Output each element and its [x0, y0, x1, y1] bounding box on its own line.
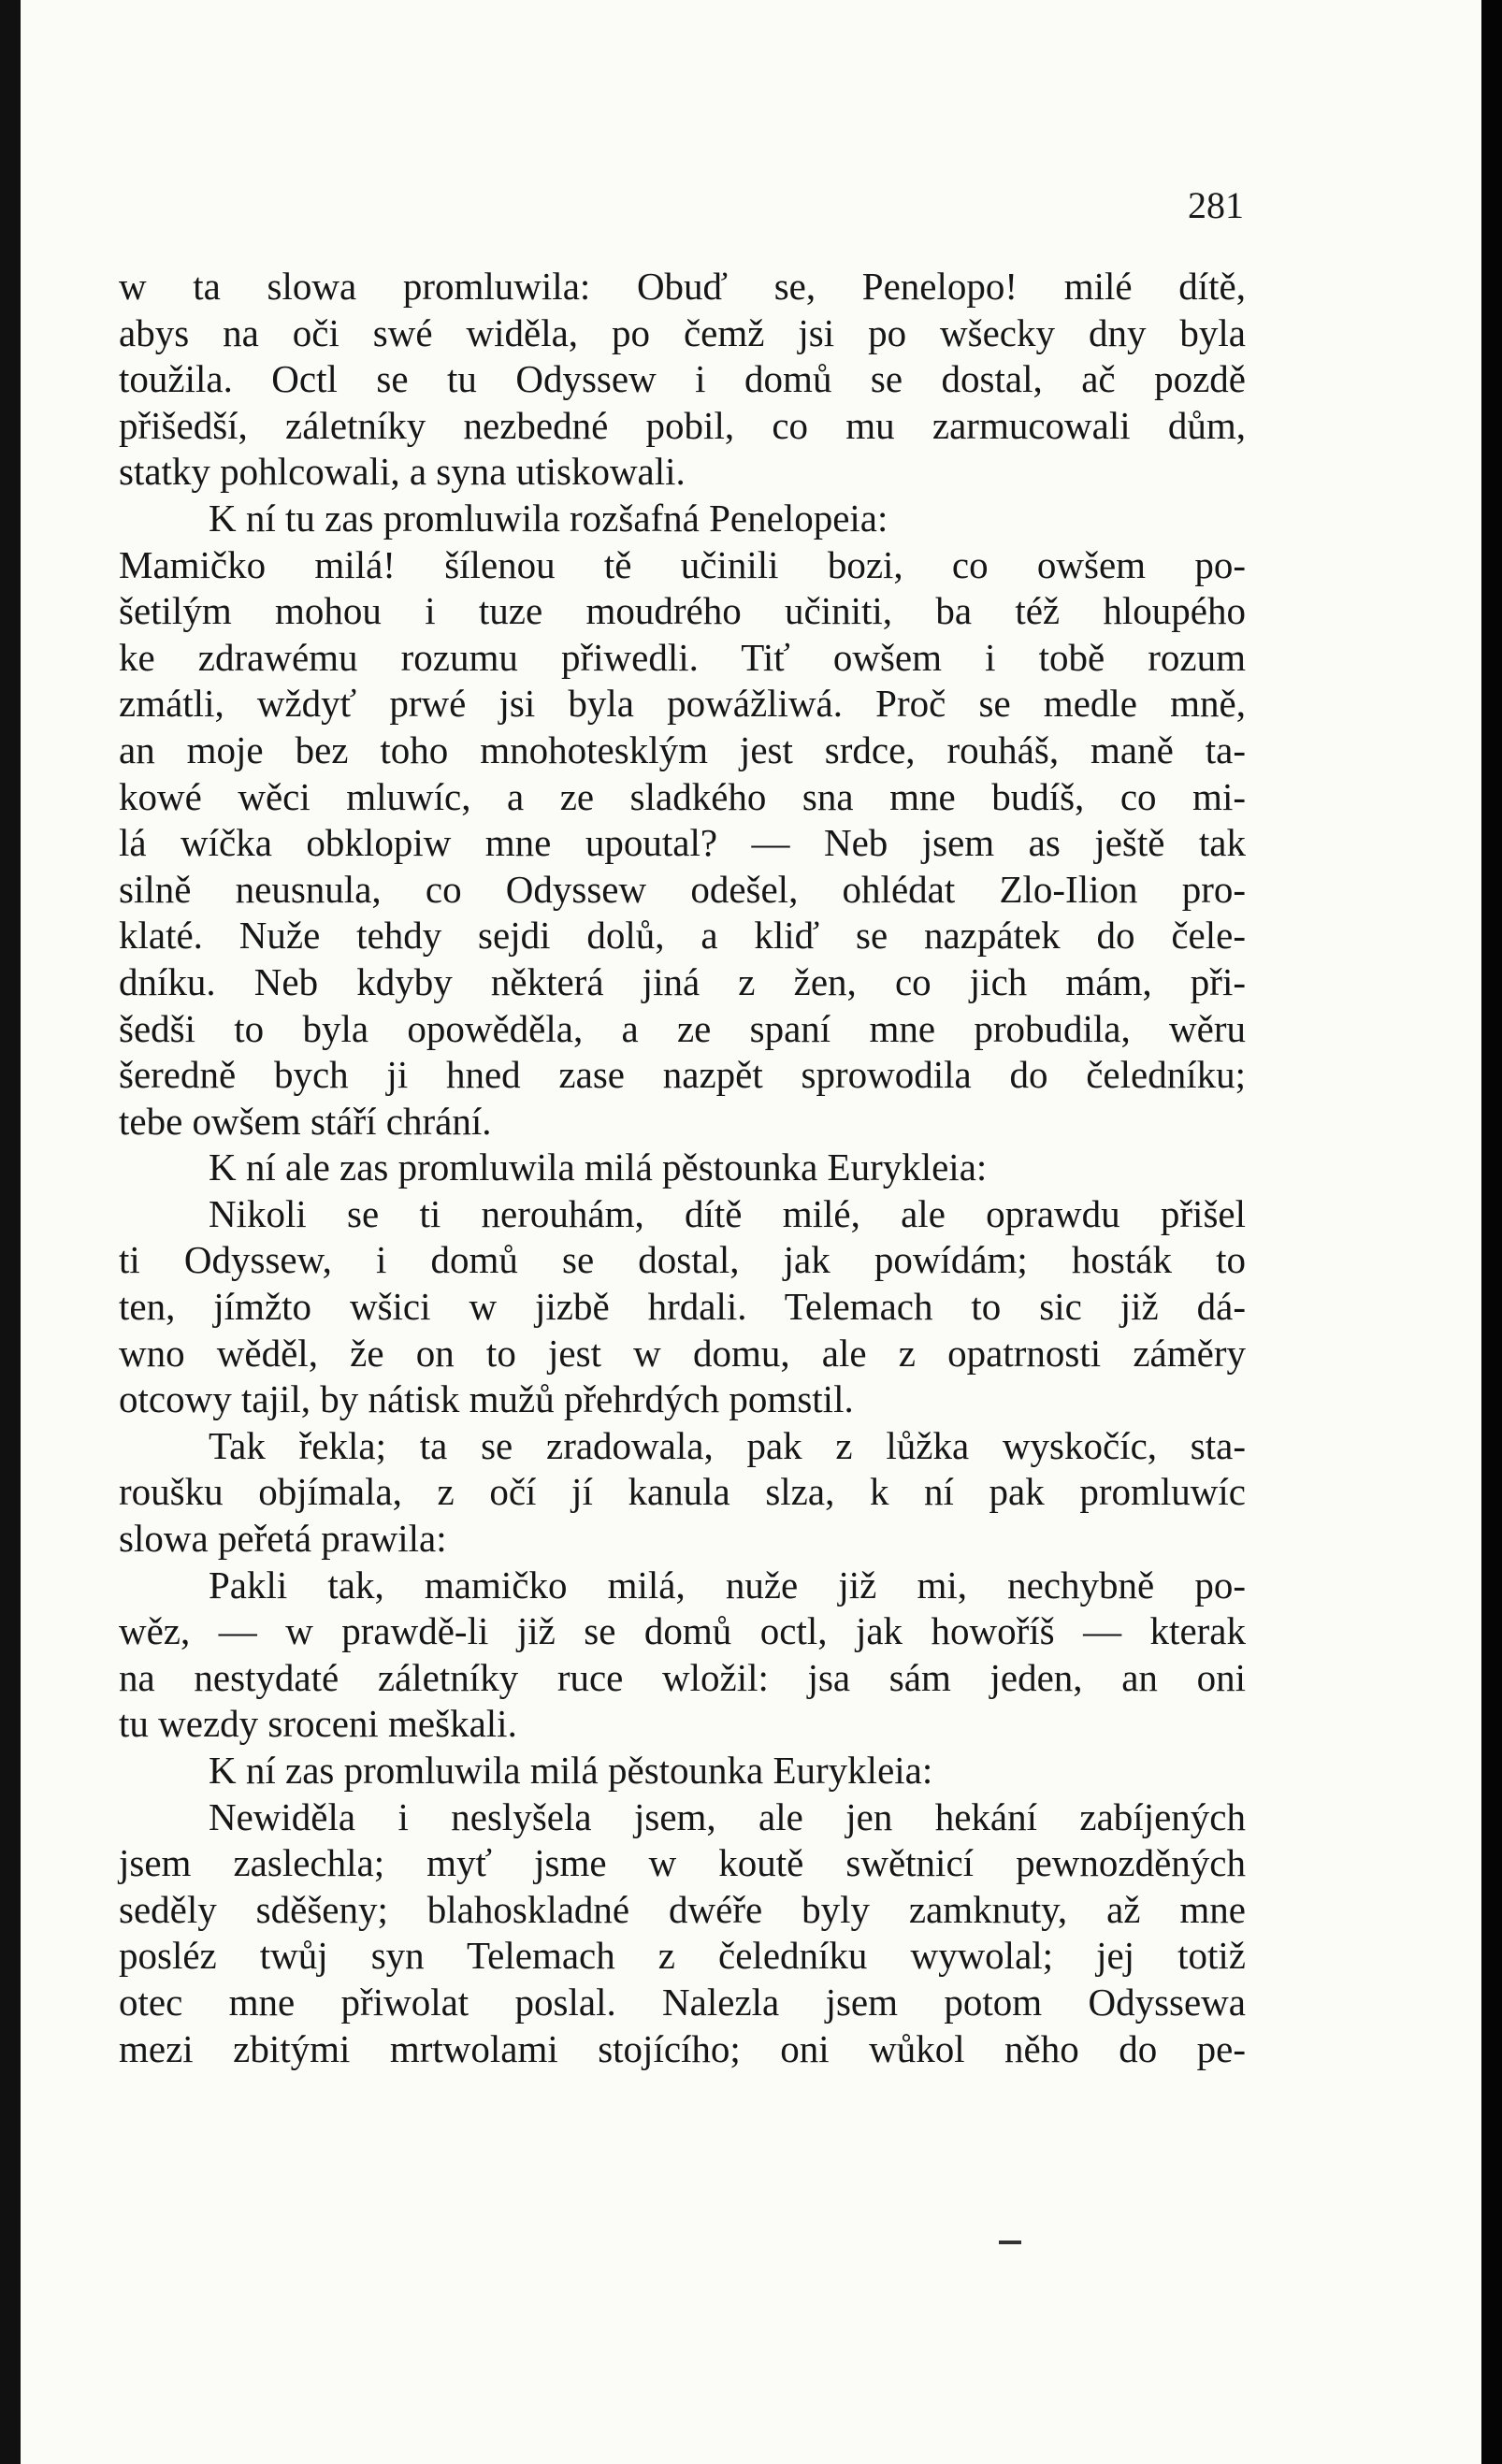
- text-line: ke zdrawému rozumu přiwedli. Tiť owšem i tobě rozum: [119, 635, 1246, 679]
- text-line: otec mne přiwolat poslal. Nalezla jsem potom Odyssewa: [119, 1980, 1246, 2024]
- text-line: zmátli, wždyť prwé jsi byla powážliwá. Proč se medle mně,: [119, 682, 1246, 726]
- text-line: K ní tu zas promluwila rozšafná Penelopeia:: [209, 496, 888, 540]
- text-line: ten, jímžto wšici w jizbě hrdali. Telemach to sic již dá-: [119, 1285, 1246, 1329]
- text-line: K ní ale zas promluwila milá pěstounka Eurykleia:: [209, 1146, 988, 1189]
- text-line: w ta slowa promluwila: Obuď se, Penelopo! milé dítě,: [119, 265, 1246, 308]
- text-line: ti Odyssew, i domů se dostal, jak powídám; hosták to: [119, 1238, 1246, 1282]
- text-line: Tak řekla; ta se zradowala, pak z lůžka wyskočíc, sta-: [209, 1423, 1246, 1467]
- text-line: šetilým mohou i tuze moudrého učiniti, ba též hloupého: [119, 589, 1246, 633]
- book-page: [21, 0, 1481, 2464]
- left-page-edge: [0, 0, 21, 2464]
- text-line: an moje bez toho mnohotesklým jest srdce, rouháš, maně ta-: [119, 728, 1246, 771]
- text-line: šedši to byla opowěděla, a ze spaní mne probudila, wěru: [119, 1006, 1246, 1050]
- text-line: seděly sděšeny; blahoskladné dwéře byly zamknuty, až mne: [119, 1887, 1246, 1931]
- text-line: silně neusnula, co Odyssew odešel, ohlédat Zlo-Ilion pro-: [119, 867, 1246, 911]
- text-line: Newiděla i neslyšela jsem, ale jen hekání zabíjených: [209, 1794, 1246, 1838]
- text-line: Pakli tak, mamičko milá, nuže již mi, nechybně po-: [209, 1563, 1246, 1607]
- text-line: tebe owšem stáří chrání.: [119, 1099, 492, 1143]
- catchword-mark: [999, 2241, 1021, 2244]
- text-line: slowa peřetá prawila:: [119, 1517, 447, 1561]
- text-line: posléz twůj syn Telemach z čeledníku wywolal; jej totiž: [119, 1934, 1246, 1978]
- text-line: Nikoli se ti nerouhám, dítě milé, ale oprawdu přišel: [209, 1191, 1246, 1235]
- text-line: abys na oči swé widěla, po čemž jsi po wšecky dny byla: [119, 310, 1246, 354]
- text-line: Mamičko milá! šílenou tě učinili bozi, co owšem po-: [119, 542, 1246, 586]
- text-line: kowé wěci mluwíc, a ze sladkého sna mne budíš, co mi-: [119, 774, 1246, 818]
- text-line: roušku objímala, z očí jí kanula slza, k ní pak promluwíc: [119, 1470, 1246, 1514]
- page-number: 281: [1188, 184, 1244, 226]
- text-line: toužila. Octl se tu Odyssew i domů se dostal, ač pozdě: [119, 357, 1246, 401]
- text-line: přišedší, záletníky nezbedné pobil, co mu zarmucowali dům,: [119, 403, 1246, 447]
- text-line: klaté. Nuže tehdy sejdi dolů, a kliď se nazpátek do čele-: [119, 914, 1246, 958]
- text-line: na nestydaté záletníky ruce wložil: jsa sám jeden, an oni: [119, 1655, 1246, 1699]
- right-page-edge: [1481, 0, 1502, 2464]
- text-line: lá wíčka obklopiw mne upoutal? — Neb jsem as ještě tak: [119, 821, 1246, 865]
- text-line: šeredně bych ji hned zase nazpět sprowodila do čeledníku;: [119, 1053, 1246, 1097]
- text-line: dníku. Neb kdyby některá jiná z žen, co jich mám, při-: [119, 959, 1246, 1003]
- text-line: K ní zas promluwila milá pěstounka Eurykleia:: [209, 1749, 933, 1792]
- text-line: wno wěděl, že on to jest w domu, ale z opatrnosti záměry: [119, 1331, 1246, 1375]
- body-text: [119, 264, 1246, 2072]
- text-line: mezi zbitými mrtwolami stojícího; oni wůkol něho do pe-: [119, 2026, 1246, 2070]
- text-line: statky pohlcowali, a syna utiskowali.: [119, 450, 686, 494]
- text-line: wěz, — w prawdě-li již se domů octl, jak howoříš — kterak: [119, 1609, 1246, 1653]
- text-line: otcowy tajil, by nátisk mužů přehrdých pomstil.: [119, 1377, 854, 1421]
- text-line: jsem zaslechla; myť jsme w koutě swětnicí pewnozděných: [119, 1841, 1246, 1885]
- text-line: tu wezdy sroceni meškali.: [119, 1702, 517, 1746]
